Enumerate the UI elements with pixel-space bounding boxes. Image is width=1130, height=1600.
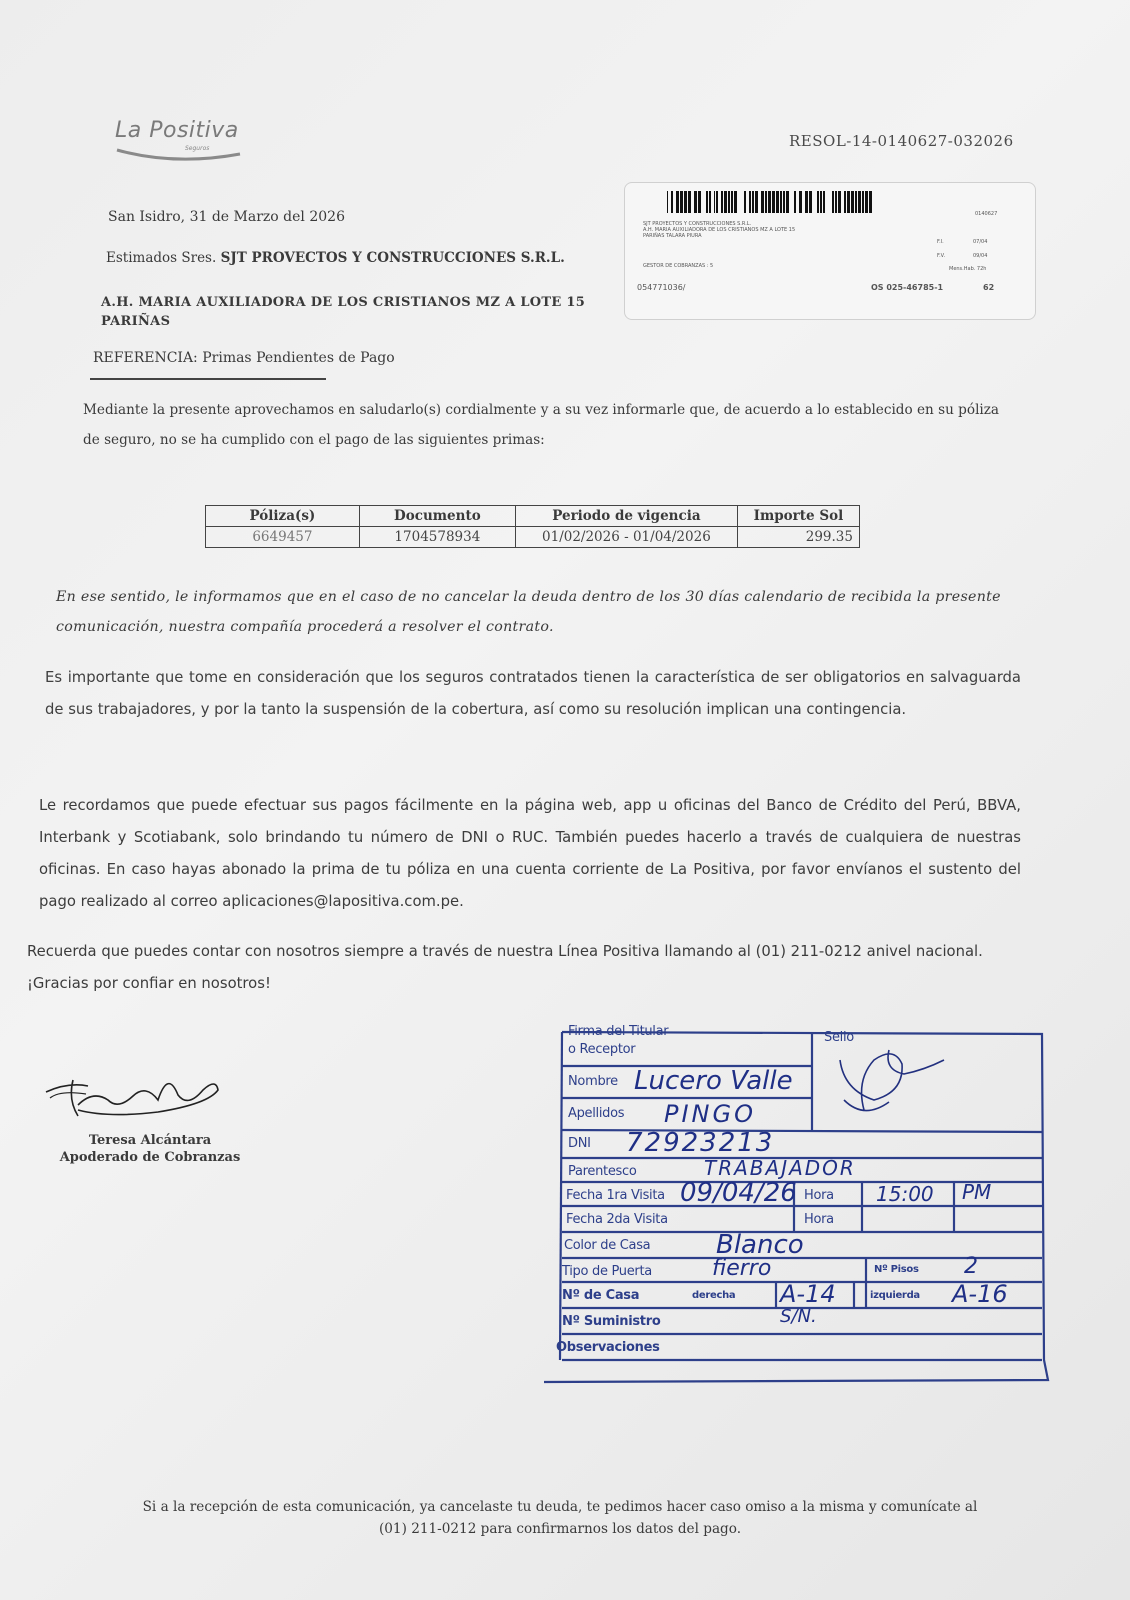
stamp-label-dni: DNI	[568, 1136, 591, 1151]
signer-name: Teresa Alcántara	[88, 1133, 212, 1148]
footer-note	[60, 1496, 1060, 1540]
barcode-line-2: A.H. MARIA AUXILIADORA DE LOS CRISTIANOS MZ A LOTE 15	[643, 227, 796, 233]
barcode-ref: 0140627	[975, 211, 998, 217]
table-header-row	[206, 506, 860, 527]
stamp-label-receptor: o Receptor	[568, 1042, 636, 1057]
stamp-label-casa: Nº de Casa	[562, 1288, 640, 1303]
la-positiva-logo	[115, 118, 245, 168]
hw-suministro: S/N.	[780, 1306, 817, 1327]
stamp-label-pisos: Nº Pisos	[874, 1264, 919, 1275]
signer-block	[50, 1132, 250, 1166]
barcode-icon	[667, 191, 872, 213]
stamp-label-hora1: Hora	[804, 1188, 834, 1203]
stamp-label-nombre: Nombre	[568, 1074, 618, 1089]
paragraph-importance: Es importante que tome en consideración que los seguros contratados tienen la característica de ser obligatorios en salvaguarda de sus trabajadores, y por la tanto la suspensión de la cobertura, así como su resolución implican una contingencia.	[45, 669, 1021, 718]
hw-ampm: PM	[962, 1180, 992, 1204]
stamp-label-hora2: Hora	[804, 1212, 834, 1227]
signature-image	[38, 1060, 238, 1140]
paragraph-intro: Mediante la presente aprovechamos en saludarlo(s) cordialmente y a su vez informarle que, de acuerdo a lo establecido en su póliza de seguro, no se ha cumplido con el pago de las siguientes primas:	[83, 402, 1000, 448]
hw-parentesco: TRABAJADOR	[704, 1156, 856, 1180]
letter-reference: REFERENCIA: Primas Pendientes de Pago	[93, 350, 395, 366]
reception-stamp	[544, 1024, 1050, 1410]
footer-line-1: Si a la recepción de esta comunicación, ya cancelaste tu deuda, te pedimos hacer caso omiso a la misma y comunícate al	[142, 1499, 978, 1515]
paragraph-contact: Recuerda que puedes contar con nosotros siempre a través de nuestra Línea Positiva llamando al (01) 211-0212 anivel nacional. ¡Gracias por confiar en nosotros!	[27, 943, 983, 992]
reference-underline	[90, 378, 326, 380]
barcode-line-3: PARIÑAS TALARA PIURA	[643, 233, 702, 239]
stamp-label-izquierda: izquierda	[870, 1290, 920, 1301]
barcode-code-right: OS 025-46785-1	[871, 283, 944, 292]
barcode-addressee	[643, 221, 943, 239]
stamp-label-parentesco: Parentesco	[568, 1164, 637, 1179]
col-periodo: Periodo de vigencia	[515, 506, 737, 527]
hw-casa-izq: A-16	[952, 1280, 1008, 1308]
hw-pisos: 2	[964, 1254, 978, 1279]
table-row	[206, 527, 860, 548]
paragraph-deadline: En ese sentido, le informamos que en el caso de no cancelar la deuda dentro de los 30 días calendario de recibida la presente comunicación, nuestra compañía procederá a resolver el contrato.	[56, 589, 1001, 635]
col-documento: Documento	[359, 506, 515, 527]
paragraph-payment: Le recordamos que puede efectuar sus pagos fácilmente en la página web, app u oficinas del Banco de Crédito del Perú, BBVA, Interbank y Scotiabank, solo brindando tu número de DNI o RUC. También puedes hacerlo a través de cualquiera de nuestras oficinas. En caso hayas abonado la prima de tu póliza en una cuenta corriente de La Positiva, por favor envíanos el sustento del pago realizado al correo aplicaciones@lapositiva.com.pe.	[39, 797, 1021, 910]
logo-name: La Positiva	[115, 118, 239, 143]
stamp-label-fecha1: Fecha 1ra Visita	[566, 1188, 665, 1203]
footer-line-2: (01) 211-0212 para confirmarnos los datos del pago.	[378, 1521, 742, 1537]
barcode-code-left: 054771036/	[637, 283, 686, 292]
stamp-label-apellidos: Apellidos	[568, 1106, 625, 1121]
cell-importe: 299.35	[737, 527, 859, 548]
stamp-label-sello: Sello	[824, 1030, 854, 1045]
hw-apellidos: PINGO	[664, 1100, 756, 1128]
hw-nombre: Lucero Valle	[634, 1066, 793, 1096]
barcode-fv-value: 09/04	[973, 253, 988, 259]
premium-table	[205, 505, 860, 548]
resolution-code: RESOL-14-0140627-032026	[789, 132, 1014, 150]
hw-casa-der: A-14	[780, 1280, 836, 1308]
cell-periodo: 01/02/2026 - 01/04/2026	[515, 527, 737, 548]
stamp-label-suministro: Nº Suministro	[562, 1314, 661, 1329]
stamp-label-derecha: derecha	[692, 1290, 736, 1301]
barcode-fi-value: 07/04	[973, 239, 988, 245]
cell-poliza: 6649457	[206, 527, 360, 548]
stamp-label-color: Color de Casa	[564, 1238, 651, 1253]
barcode-fi-label: F.I.	[937, 239, 944, 245]
barcode-code-num: 62	[983, 283, 995, 292]
hw-hora1: 15:00	[876, 1182, 934, 1206]
barcode-fv-label: F.V.	[937, 253, 946, 259]
stamp-label-firma: Firma del Titular	[568, 1024, 669, 1039]
recipient-name: SJT PROVECTOS Y CONSTRUCCIONES S.R.L.	[220, 250, 565, 266]
letter-salutation	[106, 250, 565, 266]
col-poliza: Póliza(s)	[206, 506, 360, 527]
salutation-prefix: Estimados Sres.	[106, 250, 217, 266]
recipient-address: A.H. MARIA AUXILIADORA DE LOS CRISTIANOS MZ A LOTE 15 PARIÑAS	[101, 295, 586, 329]
cell-documento: 1704578934	[359, 527, 515, 548]
stamp-signature	[840, 1050, 944, 1111]
letter-date: San Isidro, 31 de Marzo del 2026	[108, 209, 345, 225]
stamp-label-fecha2: Fecha 2da Visita	[566, 1212, 668, 1227]
barcode-gestor: GESTOR DE COBRANZAS : 5	[643, 263, 714, 269]
barcode-label	[624, 182, 1036, 320]
hw-puerta: fierro	[712, 1256, 772, 1281]
logo-subtitle: Seguros	[185, 145, 210, 152]
hw-color: Blanco	[716, 1230, 804, 1260]
stamp-label-puerta: Tipo de Puerta	[562, 1264, 652, 1279]
barcode-note: Mens.Hab. 72h	[949, 266, 987, 272]
barcode-line-1: SJT PROYECTOS Y CONSTRUCCIONES S.R.L.	[643, 221, 752, 227]
logo-swoosh-icon	[115, 148, 245, 164]
col-importe: Importe Sol	[737, 506, 859, 527]
hw-fecha1: 09/04/26	[680, 1178, 797, 1208]
hw-dni: 72923213	[626, 1128, 775, 1158]
signer-title: Apoderado de Cobranzas	[59, 1150, 241, 1165]
stamp-label-observaciones: Observaciones	[556, 1340, 660, 1355]
